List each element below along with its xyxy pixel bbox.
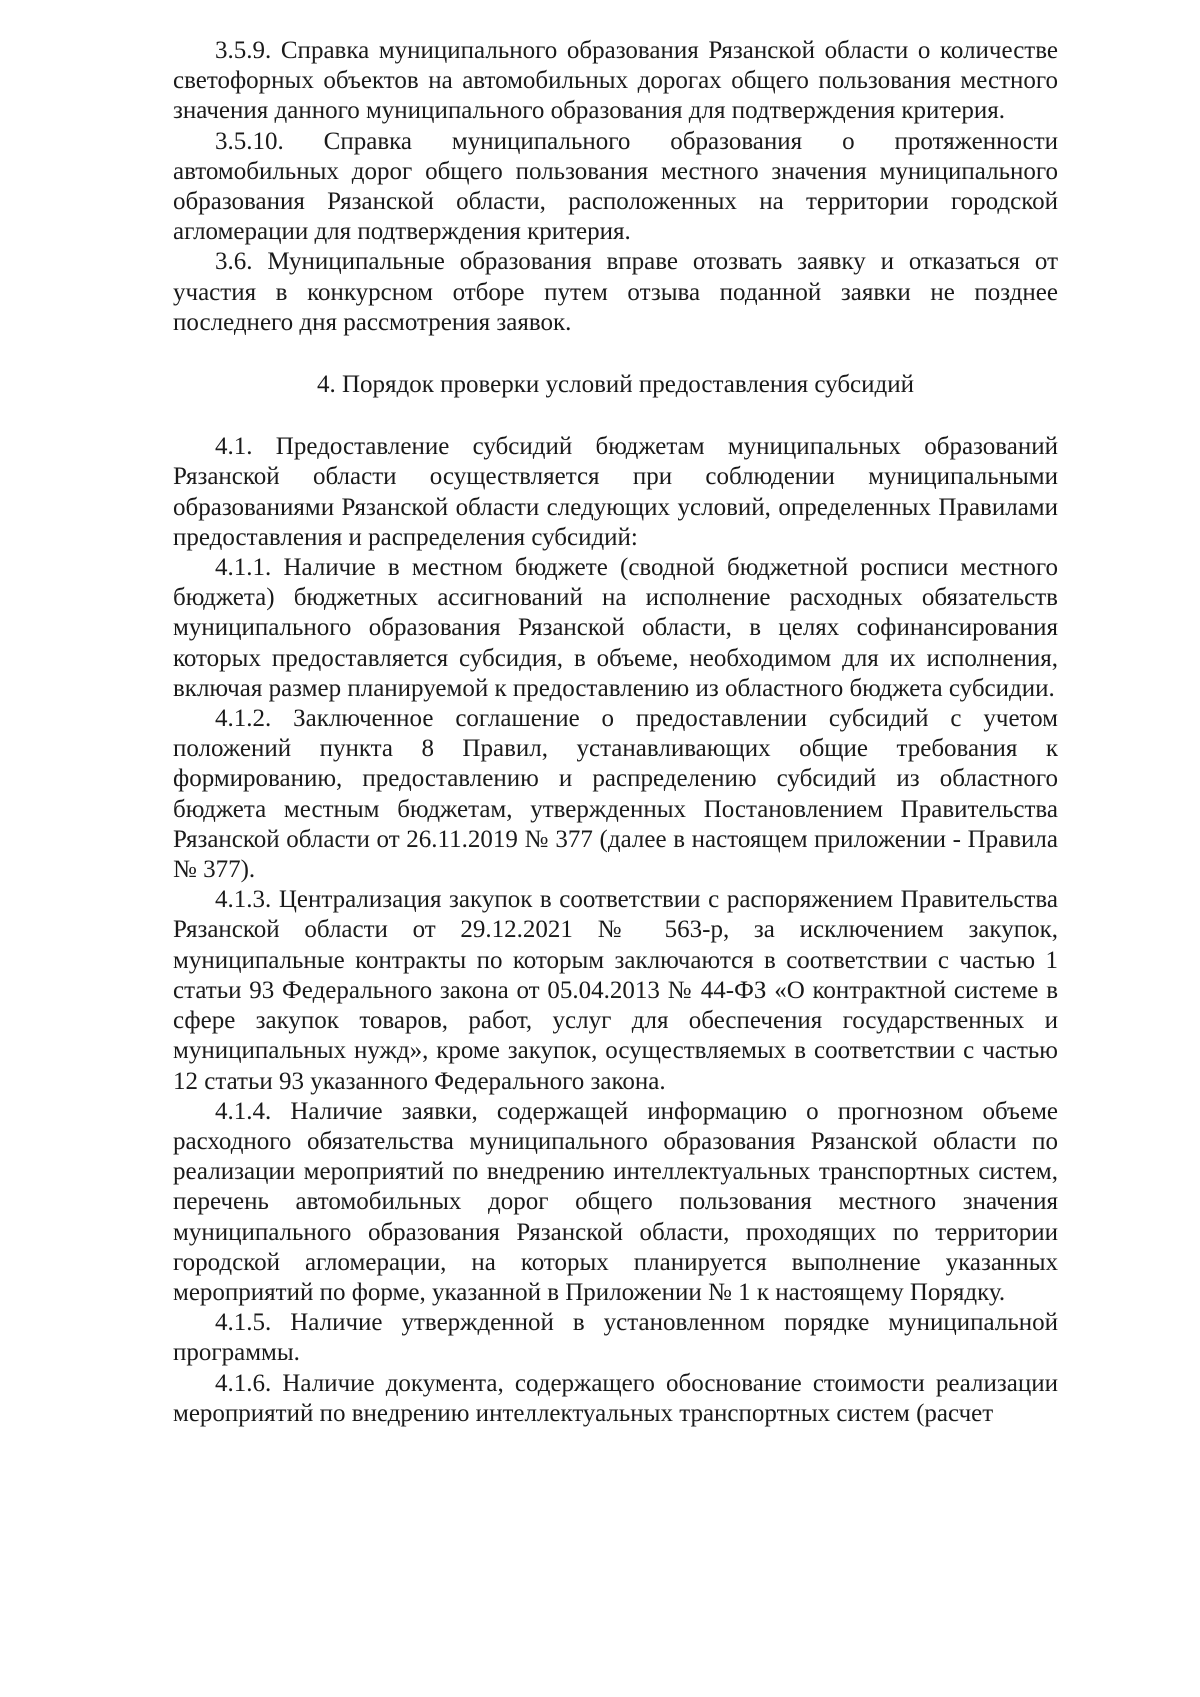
document-body (173, 36, 1058, 1429)
paragraph-3-5-9: 3.5.9. Справка муниципального образования Рязанской области о количестве светофорных объектов на автомобильных дорогах общего пользования местного значения данного муниципального образования для подтверждения критерия. (173, 37, 1058, 125)
paragraph-4-1-2: 4.1.2. Заключенное соглашение о предоставлении субсидий с учетом положений пункта 8 Правил, устанавливающих общие требования к формированию, предоставлению и распределению субсидий из областного бюджета местным бюджетам, утвержденных Постановлением Правительства Рязанской области от 26.11.2019 № 377 (далее в настоящем приложении - Правила № 377). (173, 705, 1058, 884)
paragraph-4-1-5: 4.1.5. Наличие утвержденной в установленном порядке муниципальной программы. (173, 1309, 1058, 1367)
section-heading: 4. Порядок проверки условий предоставления субсидий (316, 371, 915, 399)
paragraph-4-1-3: 4.1.3. Централизация закупок в соответствии с распоряжением Правительства Рязанской области от 29.12.2021 № 563-р, за исключением закупок, муниципальные контракты по которым заключаются в соответствии с частью 1 статьи 93 Федерального закона от 05.04.2013 № 44-ФЗ «О контрактной системе в сфере закупок товаров, работ, услуг для обеспечения государственных и муниципальных нужд», кроме закупок, осуществляемых в соответствии с частью 12 статьи 93 указанного Федерального закона. (173, 886, 1058, 1095)
paragraph-4-1-6: 4.1.6. Наличие документа, содержащего обоснование стоимости реализации мероприятий по внедрению интеллектуальных транспортных систем (расчет (173, 1369, 1058, 1427)
paragraph-4-1: 4.1. Предоставление субсидий бюджетам муниципальных образований Рязанской области осуществляется при соблюдении муниципальными образованиями Рязанской области следующих условий, определенных Правилами предоставления и распределения субсидий: (173, 433, 1058, 551)
paragraph-3-5-10: 3.5.10. Справка муниципального образования о протяженности автомобильных дорог общего пользования местного значения муниципального образования Рязанской области, расположенных на территории городской агломерации для подтверждения критерия. (173, 127, 1058, 246)
paragraph-3-6: 3.6. Муниципальные образования вправе отозвать заявку и отказаться от участия в конкурсном отборе путем отзыва поданной заявки не позднее последнего дня рассмотрения заявок. (173, 248, 1058, 336)
paragraph-4-1-4: 4.1.4. Наличие заявки, содержащей информацию о прогнозном объеме расходного обязательства муниципального образования Рязанской области по реализации мероприятий по внедрению интеллектуальных транспортных систем, перечень автомобильных дорог общего пользования местного значения муниципального образования Рязанской области, проходящих по территории городской агломерации, на которых планируется выполнение указанных мероприятий по форме, указанной в Приложении № 1 к настоящему Порядку. (173, 1097, 1058, 1306)
paragraph-4-1-1: 4.1.1. Наличие в местном бюджете (сводной бюджетной росписи местного бюджета) бюджетных ассигнований на исполнение расходных обязательств муниципального образования Рязанской области, в целях софинансирования которых предоставляется субсидия, в объеме, необходимом для их исполнения, включая размер планируемой к предоставлению из областного бюджета субсидии. (173, 554, 1058, 702)
